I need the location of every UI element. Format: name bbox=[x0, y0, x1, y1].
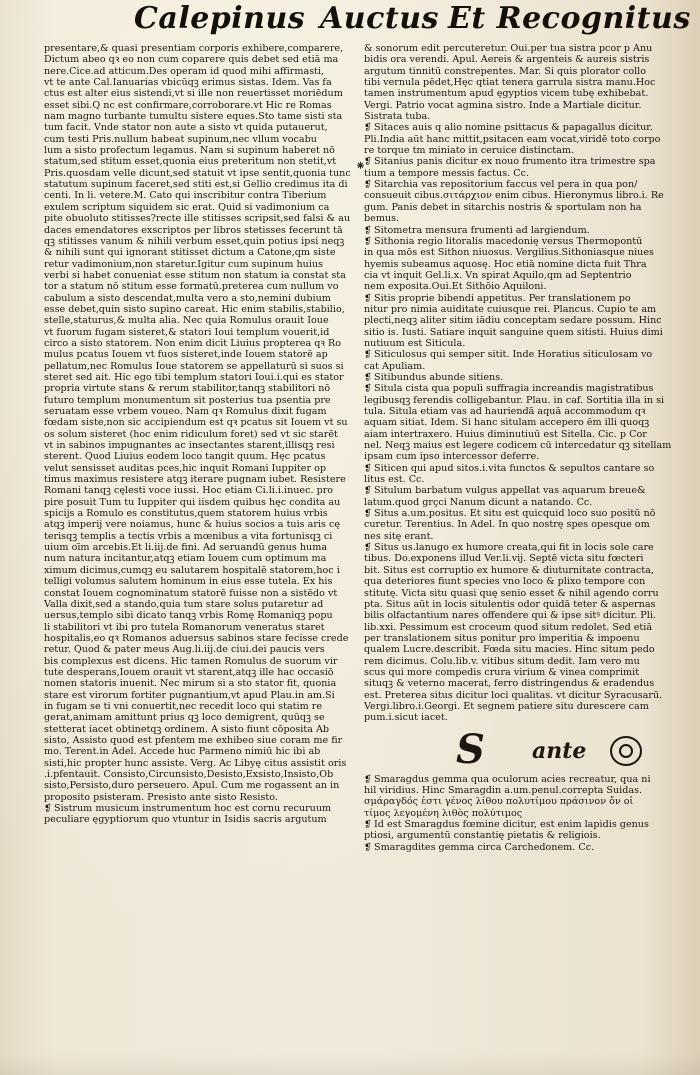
entry-headword-line: ❡ Sitibundus abunde sitiens. bbox=[364, 372, 680, 383]
body-line: steret sed ait. Hic ego tibi templum statori Ioui.i.qui es stator bbox=[44, 371, 344, 383]
body-line: statutum supinum faceret,sed stiti est,si Gellio credimus ita di bbox=[44, 179, 348, 191]
body-line: tium a tempore messis factus. Cc. bbox=[364, 167, 530, 179]
body-line: hyemis subeamus aquosę. Hoc etiā nomine dicta fuit Thra bbox=[364, 258, 647, 270]
body-line: ipsam cum ipso intercessor deferre. bbox=[364, 451, 540, 463]
body-line: vt te ante Cal.Ianuarias vbicūqꝫ erimus sistas. Idem. Vas fa bbox=[44, 77, 332, 89]
entry-headword-line: ❡ Situla cista qua populi suffragia increandis magistratibus bbox=[364, 383, 680, 394]
body-line: aquam sitiat. Idem. Si hanc situlam accepero ēm illi quoqꝫ bbox=[364, 417, 650, 429]
ornament-icon bbox=[610, 736, 642, 766]
body-line: fœdam siste,non sic accipiendum est qꝛ pcatus sit Iouem vt su bbox=[44, 417, 348, 429]
body-line: .i.pfentauit. Consisto,Circunsisto,Desisto,Exsisto,Insisto,Ob bbox=[44, 769, 334, 780]
running-header bbox=[110, 1, 691, 38]
entry-headword-line: ❡ Sistrum musicum instrumentum hoc est cornu recuruum bbox=[44, 803, 358, 814]
body-line: bidis ora verendi. Apul. Aereis & argenteis & aureis sistris bbox=[364, 54, 650, 66]
body-line: rem dicimus. Colu.lib.v. vitibus situm dedit. Iam vero mu bbox=[364, 655, 640, 667]
body-line: plecti,neqꝫ aliter sitim iādiu conceptam sedare possum. Hinc bbox=[364, 315, 662, 327]
body-line: mulus pcatus Iouem vt fuos sisteret,inde Iouem statorē ap bbox=[44, 349, 328, 361]
body-line: σμάραγδός ἐστι γένος λίθου πολυτίμου πράσινον ὄν οἱ bbox=[364, 796, 634, 808]
body-line: esset sibi.Q nc est confirmare,corroborare.vt Hic re Romas bbox=[44, 99, 332, 111]
body-line: legibusqꝫ ferendis colligebantur. Plau. in caf. Sortitia illa in si bbox=[364, 394, 665, 406]
body-line: pum.i.sicut iacet. bbox=[364, 712, 448, 724]
body-line: in fugam se ti vni conuertit,nec recedit loco qui statim re bbox=[44, 700, 322, 712]
body-line: esse debet,quin sisto supino careat. Hic enim stabilis,stabilio, bbox=[44, 303, 345, 315]
body-line: & nihili sunt qui ignorant stitisset dictum a Catone,qm siste bbox=[44, 247, 336, 259]
body-line: sterent. Quod Liuius eodem loco tangit quum. Hęc pcatus bbox=[44, 451, 326, 463]
body-line: tor a statum nō stitum esse formatū.preterea cum nullum vo bbox=[44, 281, 339, 293]
body-line: pite obuoluto stitisses?recte ille stitisses scripsit,sed falsi & au bbox=[44, 213, 351, 225]
body-line: proposito psisteram. Presisto ante sisto Resisto. bbox=[44, 791, 278, 803]
body-line: timus maximus resistere atqꝫ iterare pugnam iubet. Resistere bbox=[44, 474, 346, 486]
body-line: lib.xxi. Pessimum est croceum quod situm redolet. Sed etiā bbox=[364, 621, 653, 633]
body-line: Romani tanqꝫ cęlesti voce iussi. Hoc etiam Ci.li.i.inuec. pro bbox=[44, 485, 334, 497]
body-line: pellatum,nec Romulus Ioue statorem se appellaturū si suos si bbox=[44, 360, 344, 372]
body-line: li stabilitori vt ibi pro tutela Romanorum veneratus staret bbox=[44, 621, 325, 633]
body-line: vt in sabinos impugnantes ac insectantes starent,illisqꝫ resi bbox=[44, 440, 335, 452]
body-line: litus est. Cc. bbox=[364, 474, 425, 486]
body-line: uersus,templo sibi dicato tanqꝫ vrbis Romę Romaniqꝫ popu bbox=[44, 610, 333, 622]
body-line: Vergi. Patrio vocat agmina sistro. Inde a Martiale dicitur. bbox=[364, 99, 642, 111]
body-line: nutiuum est Siticula. bbox=[364, 337, 466, 349]
body-line: centi. In li. vetere.M. Cato qui inscribitur contra Tiberium bbox=[44, 190, 327, 202]
body-line: in qua mōs est Sithon niuosus. Vergilius.Sithoniasque niues bbox=[364, 247, 654, 259]
entry-headword-line: ❡ Sitaces auis q alio nomine psittacus & papagallus dicitur. bbox=[364, 122, 680, 133]
body-line: hil viridius. Hinc Smaragdin a.um.penul.correpta Suidas. bbox=[364, 784, 643, 796]
body-line: propria virtute stans & rerum stabilitor,tanqꝫ stabilitori nō bbox=[44, 383, 331, 395]
body-line: Dictum abeo qꝛ eo non cum coparere quis debet sed etiā ma bbox=[44, 54, 339, 66]
body-line: nes sitę erant. bbox=[364, 530, 434, 542]
body-line: bit. Situs est corruptio ex humore & diuturnitate contracta, bbox=[364, 564, 654, 576]
body-line: ptiosi, argumentū constantię pietatis & religiois. bbox=[364, 830, 601, 842]
entry-headword-line: ❡ Situlum barbatum vulgus appellat vas aquarum breue& bbox=[364, 485, 680, 496]
entry-headword-line: ❡ Siticulosus qui semper sitit. Inde Horatius siticulosam vo bbox=[364, 349, 680, 360]
body-line: est. Preterea situs dicitur loci qualitas. vt dicitur Syracusarū. bbox=[364, 689, 663, 701]
body-line: re torque tm miniato in ceruice distinctam. bbox=[364, 145, 575, 157]
page-bottom-edge bbox=[0, 1052, 700, 1075]
body-line: sisto,Persisto,duro perseuero. Apul. Cum me rogassent an in bbox=[44, 780, 340, 792]
section-initial-letter: S bbox=[456, 725, 485, 773]
body-line: Sistrata tuba. bbox=[364, 111, 431, 123]
body-line: tum facit. Vnde stator non aute a sisto vt quida putauerut, bbox=[44, 122, 328, 134]
entry-headword-line: ❡ Situs a.um.positus. Et situ est quicquid loco suo positū nō bbox=[364, 508, 680, 519]
body-line: latum.quod grçci Nanum dicunt a natando. Cc. bbox=[364, 496, 593, 508]
body-line: Valla dixit,sed a stando,quia tum stare solus putaretur ad bbox=[44, 598, 324, 610]
header-word-et-recognitus: Et Recognitus bbox=[448, 1, 691, 36]
body-line: uium oīm arcebis.Et li.iij.de fini. Ad seruandū genus huma bbox=[44, 542, 328, 554]
entry-headword-line: ❡ Situs us.lanugo ex humore creata,qui fit in locis sole care bbox=[364, 542, 680, 553]
body-line: qua deteriores fiunt species vno loco & plixo tempore con bbox=[364, 576, 646, 588]
body-line: spicijs a Romulo es constitutus,quem statorem huius vrbis bbox=[44, 508, 328, 520]
body-line: tute desperans,Iouem orauit vt starent,atqꝫ ille hac occasiō bbox=[44, 666, 334, 678]
body-line: τίμος λεγομένη λιθὸς πολύτιμος bbox=[364, 807, 523, 819]
entry-headword-line: ❡ Sitanius panis dicitur ex nouo frumento itra trimestre spa bbox=[364, 156, 680, 167]
body-line: curetur. Terentius. In Adel. In quo nostrę spes opesque om bbox=[364, 519, 650, 531]
body-line: scus qui more compedis crura virium & vinea comprimit bbox=[364, 666, 640, 678]
header-word-auctus: Auctus bbox=[320, 1, 439, 36]
entry-headword-line: ❡ Id est Smaragdus fœmine dicitur, est enim lapidis genus bbox=[364, 819, 680, 830]
left-column bbox=[44, 43, 358, 826]
body-line: pire posuit Tum tu Iuppiter qui iisdem quibus hęc condita au bbox=[44, 496, 341, 508]
body-line: terisqꝫ templis a tectis vrbis a mœnibus a vita fortunisqꝫ ci bbox=[44, 530, 333, 542]
body-line: tula. Situla etiam vas ad hauriendā aquā accommodum qꝛ bbox=[364, 406, 646, 417]
body-line: & sonorum edit percuteretur. Oui.per tua sistra pcor p Anu bbox=[364, 43, 653, 54]
body-line: os solum sisteret (hoc enim ridiculum foret) sed vt sic starēt bbox=[44, 428, 338, 440]
body-line: cia vt inquit Gel.li.x. Vn spirat Aquilo,qm ad Septentrio bbox=[364, 269, 632, 281]
body-line: gum. Panis debet in sitarchis nostris & sportulam non ha bbox=[364, 201, 642, 213]
entry-headword-line: ❡ Sitarchia vas repositorium faccus vel pera in qua pon/ bbox=[364, 179, 680, 190]
entry-headword-line: ❡ Sitometra mensura frumenti ad largiendum. bbox=[364, 225, 680, 236]
body-line: telligi volumus salutem hominum in eius esse tutela. Ex his bbox=[44, 576, 333, 588]
body-line: tamen instrumentum apud ęgyptios vicem tubę exhibebat. bbox=[364, 88, 649, 100]
body-line: Vergi.libro.i.Georgi. Et segnem patiere situ durescere cam bbox=[364, 700, 649, 712]
body-line: stelle,staturus,& multa alia. Nec quia Romulus orauit Ioue bbox=[44, 315, 329, 327]
body-line: presentare,& quasi presentiam corporis exhibere,comparere, bbox=[44, 43, 344, 54]
body-line: qꝫ stitisses vanum & nihili verbum esset,quin potius ipsi neqꝫ bbox=[44, 235, 345, 247]
right-column bbox=[364, 43, 680, 853]
body-line: pta. Situs aūt in locis situlentis odor quidā teter & aspernas bbox=[364, 598, 656, 610]
section-heading bbox=[364, 724, 680, 774]
body-line: tibi vernula pēdet,Hęc qtiat tenera garrula sistra manu.Hoc bbox=[364, 77, 656, 89]
body-line: futuro templum monumentum sit posterius tua psentia pre bbox=[44, 394, 331, 406]
body-line: sisti,hic propter hunc assiste. Verg. Ac Libyę citus assistit oris bbox=[44, 757, 347, 769]
body-line: daces emendatores exscriptos per libros stetisses fecerunt tā bbox=[44, 224, 343, 236]
body-line: velut sensisset auditas pces,hic inquit Romani Iuppiter op bbox=[44, 462, 326, 474]
body-line: seruatam esse vrbem voueo. Nam qꝛ Romulus dixit fugam bbox=[44, 406, 327, 417]
body-line: tibus. Do.exponens illud Ver.li.vij. Septē victa situ fœcteri bbox=[364, 553, 644, 565]
body-line: hospitalis,eo qꝛ Romanos aduersus sabinos stare fecisse crede bbox=[44, 632, 349, 644]
body-line: consueuit cibus.σιτάρχιον enim cibus. Hieronymus libro.i. Re bbox=[364, 190, 664, 202]
body-line: bilis olfactantium nares offendere qui & ipse sitꝰ dicitur. Pli. bbox=[364, 610, 656, 622]
entry-headword-line: ❡ Smaragdus gemma qua oculorum acies recreatur, qua ni bbox=[364, 774, 680, 785]
body-line: ctus est alter eius sistendi,vt si ille non reuertisset moriēdum bbox=[44, 88, 343, 100]
body-line: retur. Quod & pater meus Aug.li.iij.de ciui.dei paucis vers bbox=[44, 644, 325, 656]
body-line: nere.Cice.ad atticum.Des operam id quod mihi affirmasti, bbox=[44, 65, 325, 77]
body-line: nam magno turbante tumultu sistere eques.Sto tame sisti sta bbox=[44, 111, 343, 123]
body-line: qualem Lucre.describit. Fœda situ macies. Hinc situm pedo bbox=[364, 644, 655, 656]
body-line: statum,sed stitum esset,quonia eius preteritum non stetit,vt bbox=[44, 156, 337, 168]
body-line: bis complexus est dicens. Hic tamen Romulus de suorum vir bbox=[44, 655, 338, 667]
body-line: stitutę. Victa situ quasi quę senio esset & nihil agendo corru bbox=[364, 587, 659, 599]
body-line: cum testi Pris.nullum habeat supinum,nec vllum vocabu bbox=[44, 133, 317, 145]
entry-headword-line: ❡ Sitis proprie bibendi appetitus. Per translationem po bbox=[364, 293, 680, 304]
body-line: sitio is. Iusti. Satiare inquit sanguine quem sitisti. Huius dimi bbox=[364, 326, 663, 338]
section-heading-label: ante bbox=[532, 737, 587, 764]
body-line: retur vadimonium,non staretur.Igitur cum supinum huius bbox=[44, 258, 324, 270]
body-line: nem exposita.Oui.Et Sithōio Aquiloni. bbox=[364, 281, 547, 293]
body-line: cat Apuliam. bbox=[364, 360, 426, 372]
entry-headword-line: ❡ Smaragdites gemma circa Carchedonem. Cc. bbox=[364, 842, 680, 853]
body-line: nomen statoris inuenit. Nec mirum si a sto stator fit, quonia bbox=[44, 678, 337, 690]
body-line: situqꝫ & veterno macerat, ferro distringendus & eradendus bbox=[364, 678, 655, 690]
entry-headword-line: ❡ Sithonia regio litoralis macedonię versus Thermopontū bbox=[364, 236, 680, 247]
body-line: stare est virorum fortiter pugnantium,vt apud Plau.in am.Si bbox=[44, 689, 335, 701]
body-line: cabulum a sisto descendat,multa vero a sto,nemini dubium bbox=[44, 292, 331, 304]
body-line: num natura incitantur,atqꝫ etiam Iouem cum optimum ma bbox=[44, 553, 327, 565]
body-line: gerat,animam amittunt prius qꝫ loco demigrent, quūqꝫ se bbox=[44, 712, 325, 724]
body-line: sisto, Assisto quod est pfentem me exhibeo siue coram me fir bbox=[44, 734, 343, 746]
body-line: atqꝫ imperij vere noiamus, hunc & huius socios a tuis aris cę bbox=[44, 519, 341, 531]
body-line: Pris.quosdam velle dicunt,sed statuit vt ipse sentit,quonia tunc bbox=[44, 167, 351, 179]
marginal-asterism-icon: ⁕ bbox=[355, 159, 366, 174]
body-line: argutum tinnitū constrepentes. Mar. Si quis plorator collo bbox=[364, 65, 647, 77]
body-line: bemus. bbox=[364, 213, 400, 225]
body-line: Pli.India aūt hanc mittit,psitacen eam vocat,viridē toto corpo bbox=[364, 133, 661, 145]
body-line: aiam intertraxero. Huius diminutiuū est Sitella. Cic. p Cor bbox=[364, 428, 647, 440]
body-line: peculiare ęgyptiorum quo vtuntur in Isidis sacris argutum bbox=[44, 814, 327, 826]
body-line: nitur pro nimia auiditate cuiusque rei. Plancus. Cupio te am bbox=[364, 303, 657, 315]
body-line: per translationem situs ponitur pro imperitia & impoenu bbox=[364, 632, 640, 644]
entry-headword-line: ❡ Siticen qui apud sitos.i.vita functos & sepultos cantare so bbox=[364, 463, 680, 474]
body-line: mo. Terent.in Adel. Accede huc Parmeno nimiū hic ibi ab bbox=[44, 746, 321, 758]
body-line: exulem scriptum siquidem sic erat. Quid si vadimonium ca bbox=[44, 201, 330, 213]
body-line: nel. Neqꝫ maius est legere codicem cū intercedatur qꝫ sitellam bbox=[364, 440, 672, 452]
body-line: ximum dicimus,cumqꝫ eu salutarem hospitalē statorem,hoc i bbox=[44, 564, 340, 576]
body-line: lum a sisto profectum legamus. Nam si supinum haberet nō bbox=[44, 145, 335, 157]
body-line: constat Iouem cognominatum statorē fuisse non a sistēdo vt bbox=[44, 587, 338, 599]
body-line: vt fuorum fugam sisteret,& statori Ioui templum vouerit,id bbox=[44, 326, 330, 338]
body-line: circo a sisto statorem. Non enim dicit Liuius propterea qꝛ Ro bbox=[44, 337, 341, 349]
body-line: stetterat iacet obtinetqꝫ ordinem. A sisto fiunt cōposita Ab bbox=[44, 723, 330, 735]
body-line: verbi si habet conueniat esse stitum non statum ia constat sta bbox=[44, 269, 346, 281]
header-word-calepinus: Calepinus bbox=[134, 1, 306, 36]
